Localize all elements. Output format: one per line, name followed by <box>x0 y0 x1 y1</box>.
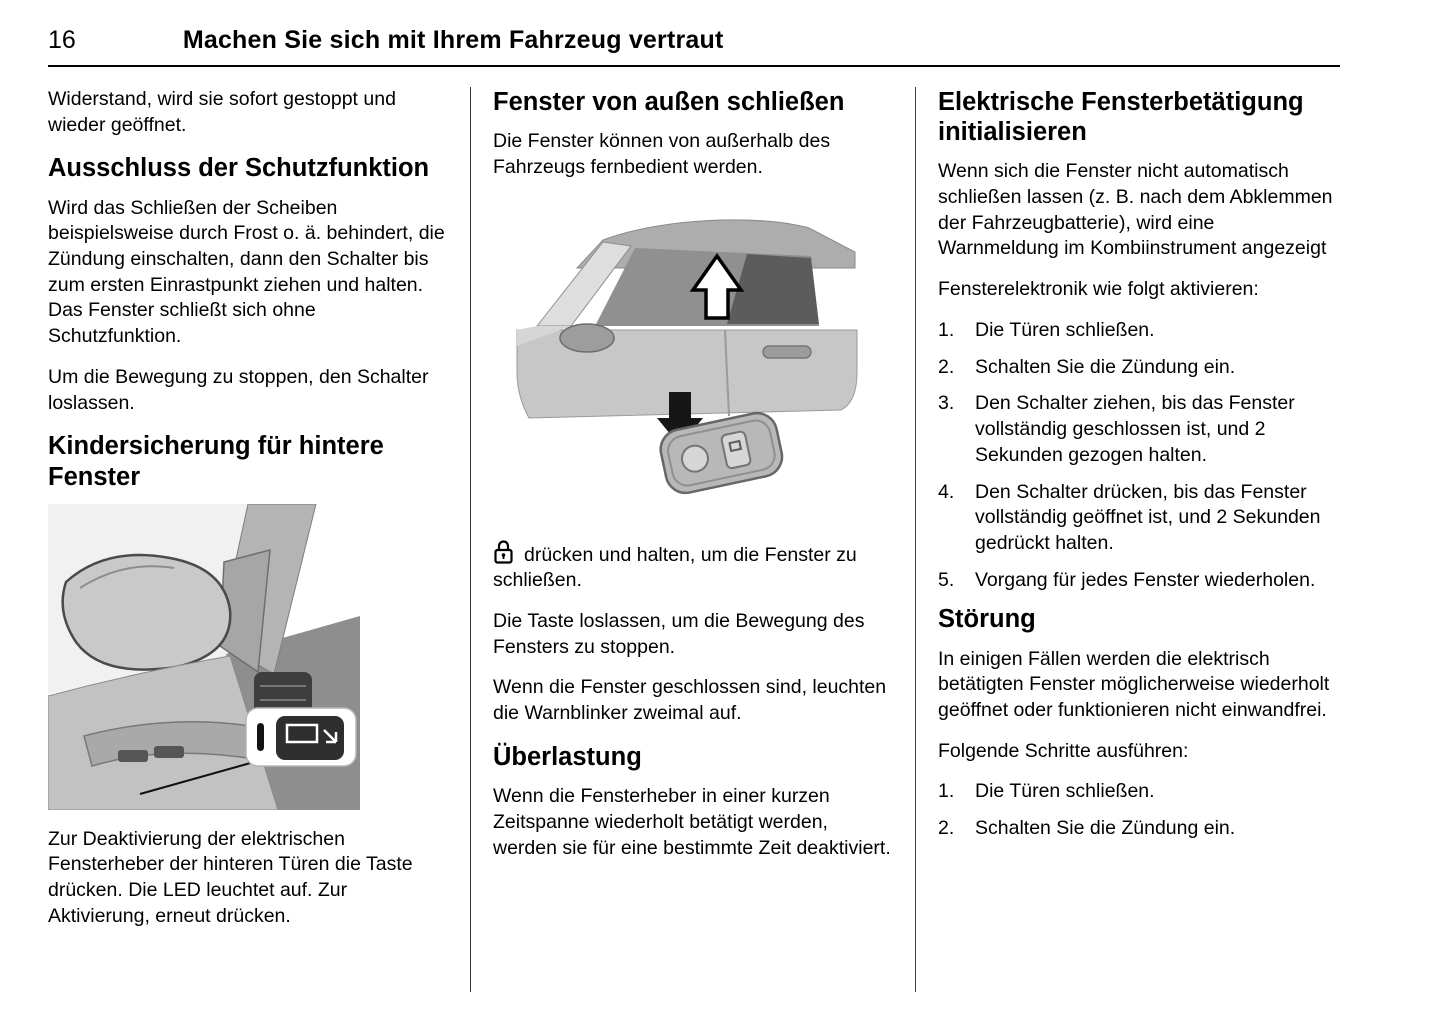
window-lock-callout-icon <box>246 708 356 766</box>
paragraph: Wird das Schließen der Scheiben beispielsweise durch Frost o. ä. behindert, die Zündung einschalten, dann den Schalter bis zum ersten Einrastpunkt ziehen und halten. Das Fenster schließt sich ohne Schutzfunktion. <box>48 196 445 348</box>
column-2 <box>493 87 893 992</box>
activation-steps-list <box>938 318 1338 594</box>
list-item: Schalten Sie die Zündung ein. <box>975 817 1236 840</box>
column-1 <box>48 87 448 992</box>
page-header <box>48 0 1340 67</box>
paragraph: Die Taste loslassen, um die Bewegung des Fensters zu stoppen. <box>493 610 865 658</box>
remote-close-illustration <box>511 196 893 513</box>
paragraph: In einigen Fällen werden die elektrisch betätigten Fenster möglicherweise wiederholt geöffnet oder funktionieren nicht einwandfrei. <box>938 647 1330 721</box>
list-item: Die Türen schließen. <box>975 780 1155 803</box>
section-heading: Fenster von außen schließen <box>493 88 845 116</box>
list-item: Den Schalter drücken, bis das Fenster vollständig geöffnet ist, und 2 Sekunden gedrückt halten. <box>975 480 1321 554</box>
section-heading: Ausschluss der Schutzfunktion <box>48 154 430 183</box>
paragraph: Widerstand, wird sie sofort gestoppt und wieder geöffnet. <box>48 88 396 136</box>
paragraph: Um die Bewegung zu stoppen, den Schalter loslassen. <box>48 365 429 414</box>
list-item: Vorgang für jedes Fenster wiederholen. <box>975 568 1316 591</box>
side-mirror-shape <box>63 555 231 670</box>
section-heading: Störung <box>938 605 1036 634</box>
column-divider <box>915 87 916 992</box>
list-item: Schalten Sie die Zündung ein. <box>975 355 1236 378</box>
paragraph: Die Fenster können von außerhalb des Fahrzeugs fernbedient werden. <box>493 130 831 178</box>
door-handle-shape <box>763 346 811 358</box>
paragraph: Wenn die Fenster geschlossen sind, leuchten die Warnblinker zweimal auf. <box>493 676 887 725</box>
content-columns <box>48 87 1445 992</box>
list-item: Die Türen schließen. <box>975 318 1155 341</box>
section-heading: Elektrische Fensterbetätigung initialisieren <box>938 88 1304 147</box>
interior-door-image <box>48 504 360 810</box>
page-title: Machen Sie sich mit Ihrem Fahrzeug vertraut <box>182 26 724 54</box>
lock-icon <box>493 539 514 565</box>
paragraph: Fensterelektronik wie folgt aktivieren: <box>938 278 1259 301</box>
section-heading: Überlastung <box>493 742 642 771</box>
paragraph-text: drücken und halten, um die Fenster zu schließen. <box>493 543 857 592</box>
car-exterior-image <box>511 196 863 508</box>
fault-steps-list <box>938 779 1338 841</box>
window-switch-shape <box>154 746 184 758</box>
list-item: Den Schalter ziehen, bis das Fenster vollständig geschlossen ist, und 2 Sekunden gezogen halten. <box>975 392 1295 466</box>
page-number: 16 <box>48 26 76 54</box>
interior-door-illustration <box>48 504 448 815</box>
lock-instruction <box>493 539 893 594</box>
column-divider <box>470 87 471 992</box>
paragraph: Wenn die Fensterheber in einer kurzen Zeitspanne wiederholt betätigt werden, werden sie für eine bestimmte Zeit deaktiviert. <box>493 785 891 859</box>
paragraph: Folgende Schritte ausführen: <box>938 739 1189 762</box>
paragraph: Zur Deaktivierung der elektrischen Fensterheber der hinteren Türen die Taste drücken. Die LED leuchtet auf. Zur Aktivierung, erneut drücken. <box>48 827 413 927</box>
side-mirror-shape <box>560 324 614 352</box>
paragraph: Wenn sich die Fenster nicht automatisch schließen lassen (z. B. nach dem Abklemmen der Fahrzeugbatterie), wird eine Warnmeldung im Kombiinstrument angezeigt <box>938 160 1333 260</box>
section-heading: Kindersicherung für hintere Fenster <box>48 432 384 491</box>
column-3 <box>938 87 1338 992</box>
window-switch-shape <box>118 750 148 762</box>
